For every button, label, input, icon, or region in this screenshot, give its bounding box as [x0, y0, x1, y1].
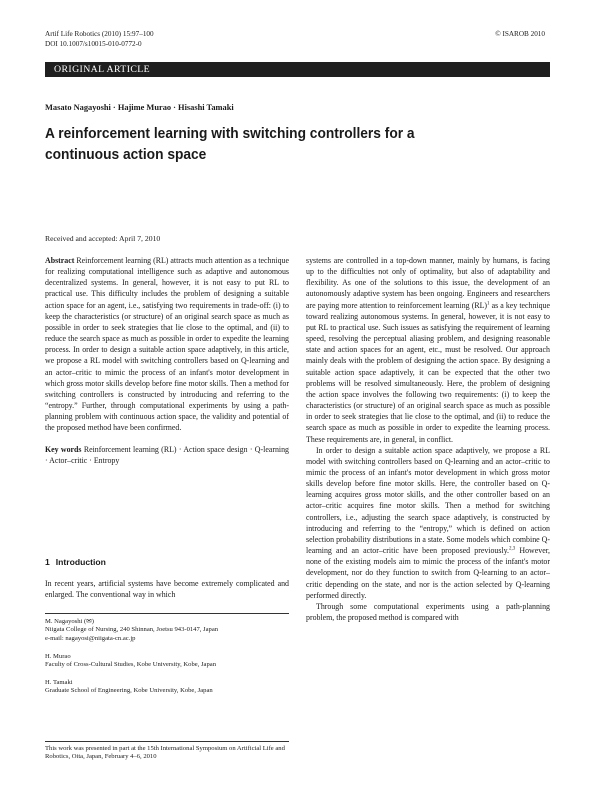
affiliation-address: Faculty of Cross-Cultural Studies, Kobe University, Kobe, Japan — [45, 661, 216, 669]
footnote: This work was presented in part at the 15th International Symposium on Artificial Life and Robotics, Oita, Japan, February 4–6, 2010 — [45, 745, 285, 761]
affiliation-name: H. Murao — [45, 653, 71, 660]
doi: DOI 10.1007/s10015-010-0772-0 — [45, 39, 142, 48]
authors: Masato Nagayoshi · Hajime Murao · Hisashi Tamaki — [45, 103, 234, 112]
affiliation-address: Niigata College of Nursing, 240 Shinnan, Joetsu 943-0147, Japan — [45, 626, 219, 634]
affiliation-name: H. Tamaki — [45, 679, 73, 686]
paper-title: A reinforcement learning with switching controllers for a continuous action space — [45, 126, 415, 163]
journal-citation: Artif Life Robotics (2010) 15:97–100 — [45, 30, 154, 38]
affiliation-1 — [45, 618, 289, 643]
paragraph-3: Through some computational experiments using a path-planning problem, the proposed method is compared with — [306, 601, 550, 622]
received-date: Received and accepted: April 7, 2010 — [45, 234, 161, 243]
affiliation-email: e-mail: nagayosi@niigata-cn.ac.jp — [45, 634, 136, 642]
article-type-band — [45, 62, 550, 77]
intro-paragraph: In recent years, artificial systems have become extremely complicated and enlarged. The conventional way in which — [45, 579, 289, 600]
keywords — [45, 444, 289, 466]
copyright: © ISAROB 2010 — [495, 30, 545, 38]
affiliation-name: M. Nagayoshi (✉) — [45, 618, 94, 625]
right-column — [306, 255, 550, 623]
introduction-text — [45, 578, 289, 600]
affiliation-2 — [45, 653, 289, 670]
paragraph-1: systems are controlled in a top-down manner, mainly by humans, is facing up to the difficulties not only of optimality, but also of adaptability and flexibility. As one of the solutions to this issue, the development of an autonomously adaptive system has been ongoing. Engineers and researchers are paying more attention to reinforcement learning (RL)$^1$ as a key technique toward realizing autonomous systems. In general, however, it is not easy to put RL to practical use. Such issues as satisfying the requirement of learning speed, resolving the perceptual aliasing problem, and designing reasonable state and action spaces for an agent, etc., must be resolved. Our approach mainly deals with the problem of designing the action space. By designing a suitable action space adaptively, it can be expected that the other two problems will be resolved simultaneously. Here, the problem of designing the action space involves the following two requirements: (i) to keep the characteristics (or structure) of an original search space as much as possible in order to seek strategies that lie close to the optimal, and (ii) to reduce the search space as much as possible in order to expedite the learning process. These requirements are, in general, in conflict. — [306, 256, 550, 444]
paragraph-2: In order to design a suitable action space adaptively, we propose a RL model with switching controllers based on Q-learning and an actor–critic to mimic the process of an infant's motor development in which gross motor skills develop before fine motor skills. Here, the controller based on Q-learning acquires gross motor skills, and the other controller based on an actor–critic acquires fine motor skills. Then a method for switching controllers, i.e., adjusting the search space adaptively, is constructed by introducing and referring to the “entropy,” which is defined on action selection probability distributions in a state. Some models which combine Q-learning and an actor–critic have been proposed previously.$^{2,3}$ However, none of the existing models aim to mimic the process of the infant's motor development, nor do they function to switch from Q-learning to an actor–critic depending on the state, and nor is the action selected by Q-learning performed directly. — [306, 445, 550, 600]
affiliation-3 — [45, 679, 289, 696]
citation-ref: 2,3 — [509, 546, 516, 552]
abstract-text: Reinforcement learning (RL) attracts much attention as a technique for realizing computational intelligence such as adaptive and autonomous decentralized systems. In general, however, it is not easy to put RL to practical use. This difficulty includes the problem of designing a suitable action space for an agent, i.e., satisfying two requirements in trade-off: (i) to keep the characteristics (or structure) of an original search space as much as possible in order to seek strategies that lie close to the optimal, and (ii) to reduce the search space as much as possible in order to expedite the learning process. In order to design a suitable action space adaptively, in this article, we propose a RL model with switching controllers based on Q-learning and an actor–critic to mimic the process of an infant's motor development in which gross motor skills develop before fine motor skills. Then a method for switching controllers is constructed by introducing and referring to the “entropy.” Further, through computational experiments by using a path-planning problem with continuous action space, the validity and potential of the proposed method have been confirmed. — [45, 256, 289, 433]
article-type: ORIGINAL ARTICLE — [54, 64, 151, 75]
affiliation-divider — [45, 613, 289, 614]
keywords-text: Reinforcement learning (RL) · Action space design · Q-learning · Actor–critic · Entropy — [45, 444, 289, 465]
keywords-label: Key words — [45, 444, 82, 454]
section-heading — [45, 557, 106, 567]
abstract — [45, 255, 289, 434]
footnote-divider — [45, 741, 289, 742]
abstract-label: Abstract — [45, 256, 75, 265]
affiliation-address: Graduate School of Engineering, Kobe University, Kobe, Japan — [45, 687, 213, 695]
journal-header — [45, 30, 154, 49]
left-column — [45, 255, 289, 466]
section-number: 1 — [45, 557, 50, 567]
section-title: Introduction — [55, 557, 106, 567]
citation-ref: 1 — [487, 301, 490, 306]
